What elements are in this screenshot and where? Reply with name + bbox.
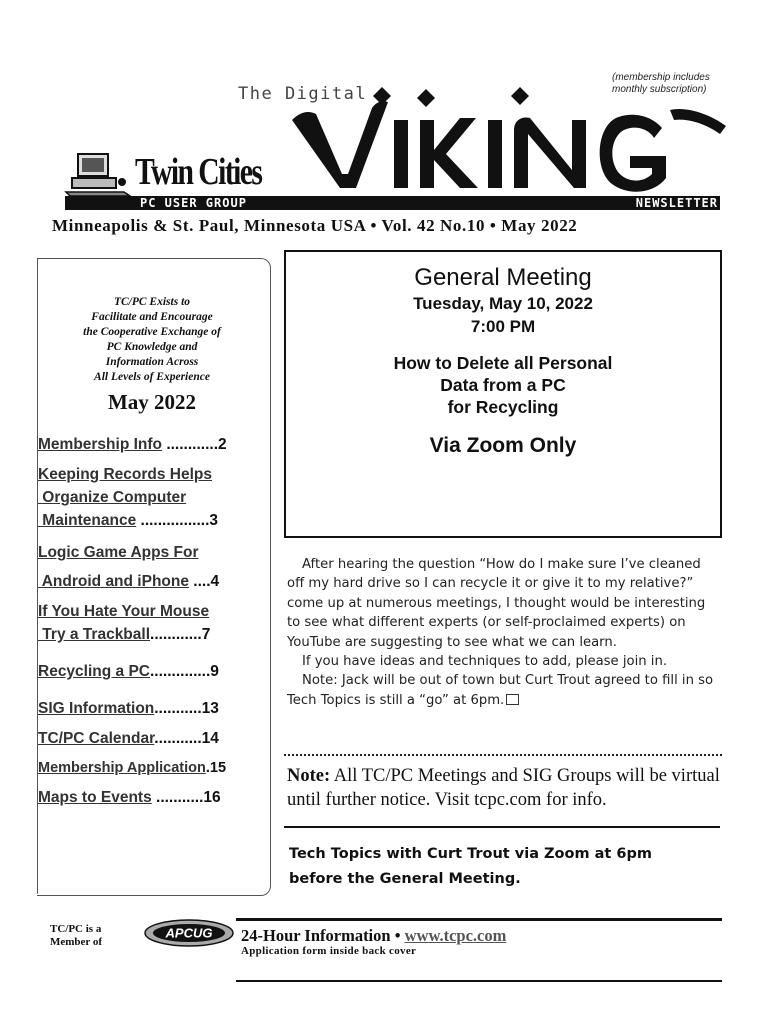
- toc-title-cont[interactable]: Organize Computer: [38, 489, 187, 506]
- meeting-topic-line: How to Delete all Personal: [393, 353, 613, 373]
- meeting-topic: [284, 352, 722, 418]
- article-paragraph: After hearing the question “How do I make sure I’ve cleaned off my hard drive so I can recycle it or give it to my relative?” come up at numerous meetings, I thought would be interesting to see what different experts (or self-proclaimed experts) on YouTube are suggesting to see what we can learn.: [287, 557, 706, 650]
- article-paragraph-text: Note: Jack will be out of town but Curt Trout agreed to fill in so Tech Topics is still a “go” at 6pm.: [287, 673, 714, 708]
- website-link[interactable]: www.tcpc.com: [404, 926, 507, 945]
- viking-wordmark: [290, 70, 730, 200]
- apcug-logo: [143, 918, 235, 948]
- toc-page: 2: [218, 436, 227, 453]
- note-text: All TC/PC Meetings and SIG Groups will be virtual until further notice. Visit tcpc.com for info.: [287, 766, 720, 810]
- member-of-line: TC/PC is a: [50, 923, 102, 935]
- mission-line: PC Knowledge and: [106, 341, 198, 353]
- toc-page: 9: [210, 663, 219, 680]
- member-of-label: [50, 923, 102, 949]
- toc-item-membership-info[interactable]: [38, 436, 268, 454]
- toc-title[interactable]: If You Hate Your Mouse: [38, 603, 210, 620]
- toc-dots: ..............: [150, 663, 211, 680]
- meeting-article: [287, 555, 722, 710]
- toc-page: 13: [201, 700, 219, 717]
- issue-date: May 2022: [107, 390, 197, 414]
- toc-title[interactable]: Logic Game Apps For: [38, 544, 199, 561]
- toc-dots: ...........: [154, 700, 202, 717]
- toc-title-cont[interactable]: Android and iPhone: [38, 573, 189, 590]
- toc-title-cont[interactable]: Try a Trackball: [38, 626, 151, 643]
- membership-note-line-1: (membership includes: [612, 72, 710, 83]
- mission-line: the Cooperative Exchange of: [83, 326, 221, 338]
- computer-logo-icon: [64, 152, 134, 198]
- toc-title[interactable]: Membership Application: [38, 760, 206, 776]
- member-of-line: Member of: [50, 936, 103, 948]
- toc-title[interactable]: TC/PC Calendar: [38, 730, 155, 747]
- toc-item-maps-to-events[interactable]: [38, 789, 268, 807]
- tech-topics-line: Tech Topics with Curt Trout via Zoom at 6pm: [289, 846, 652, 862]
- toc-item-calendar[interactable]: [38, 730, 268, 748]
- toc-dots: ...........: [154, 730, 202, 747]
- toc-dots: ............: [162, 436, 218, 453]
- mission-statement: [52, 295, 252, 385]
- toc-item-recycling-pc[interactable]: [38, 663, 268, 681]
- pc-user-group-label: PC USER GROUP: [140, 196, 247, 210]
- masthead-tagline: Minneapolis & St. Paul, Minnesota USA • Vol. 42 No.10 • May 2022: [52, 216, 578, 235]
- footer-divider-top: [236, 918, 722, 921]
- toc-dots: ................: [136, 512, 210, 529]
- toc-title[interactable]: Maps to Events: [38, 789, 152, 806]
- toc-page: 3: [209, 512, 219, 529]
- toc-item-keeping-records[interactable]: [38, 466, 268, 530]
- toc-page: 4: [210, 573, 220, 590]
- meeting-date: Tuesday, May 10, 2022: [413, 294, 593, 313]
- toc-dots: ....: [188, 573, 211, 590]
- masthead-the-digital: The Digital: [238, 84, 368, 104]
- meeting-topic-line: for Recycling: [447, 397, 559, 417]
- membership-note-line-2: monthly subscription): [612, 84, 707, 95]
- virtual-meetings-note: [287, 764, 727, 812]
- toc-title[interactable]: SIG Information: [38, 700, 155, 717]
- article-paragraph-end: [287, 671, 722, 710]
- toc-item-logic-game-apps[interactable]: [38, 544, 268, 591]
- toc-page: 15: [209, 760, 227, 776]
- computer-end-icon: [506, 694, 519, 705]
- meeting-time: 7:00 PM: [470, 317, 536, 336]
- meeting-topic-line: Data from a PC: [440, 375, 566, 395]
- mission-line: TC/PC Exists to: [113, 296, 191, 308]
- tech-topics-line: before the General Meeting.: [289, 871, 521, 887]
- twin-cities-logo-text: Twin Cities: [135, 151, 262, 193]
- newsletter-label: NEWSLETTER: [635, 196, 718, 210]
- toc-dots: ...........: [151, 789, 204, 806]
- diamond-ornament-3: [416, 88, 436, 108]
- note-label: Note:: [287, 766, 331, 786]
- meeting-via-zoom: Via Zoom Only: [429, 434, 577, 457]
- toc-title-cont[interactable]: Maintenance: [38, 512, 137, 529]
- dotted-divider: [284, 754, 722, 756]
- toc-item-membership-application[interactable]: [38, 760, 268, 776]
- mission-line: Facilitate and Encourage: [91, 311, 213, 323]
- toc-dots: ............: [150, 626, 202, 643]
- mission-line: All Levels of Experience: [94, 371, 210, 383]
- toc-title[interactable]: Keeping Records Helps: [38, 466, 212, 483]
- toc-page: 16: [203, 789, 221, 806]
- toc-title[interactable]: Recycling a PC: [38, 663, 150, 680]
- toc-title[interactable]: Membership Info: [38, 436, 163, 453]
- toc-page: 7: [201, 626, 211, 643]
- application-form-note: Application form inside back cover: [241, 945, 417, 957]
- meeting-title: General Meeting: [414, 264, 592, 291]
- footer-divider-bottom: [236, 980, 722, 982]
- divider: [284, 826, 720, 828]
- toc-item-sig-information[interactable]: [38, 700, 268, 718]
- toc-page: 14: [201, 730, 219, 747]
- info-line: [241, 926, 506, 946]
- tech-topics-notice: [289, 842, 719, 892]
- article-paragraph: If you have ideas and techniques to add, please join in.: [302, 654, 668, 670]
- apcug-logo-text: APCUG: [165, 925, 213, 941]
- info-label: 24-Hour Information •: [241, 926, 405, 945]
- mission-line: Information Across: [105, 356, 199, 368]
- toc-dots: .: [205, 760, 210, 776]
- toc-item-trackball[interactable]: [38, 603, 268, 644]
